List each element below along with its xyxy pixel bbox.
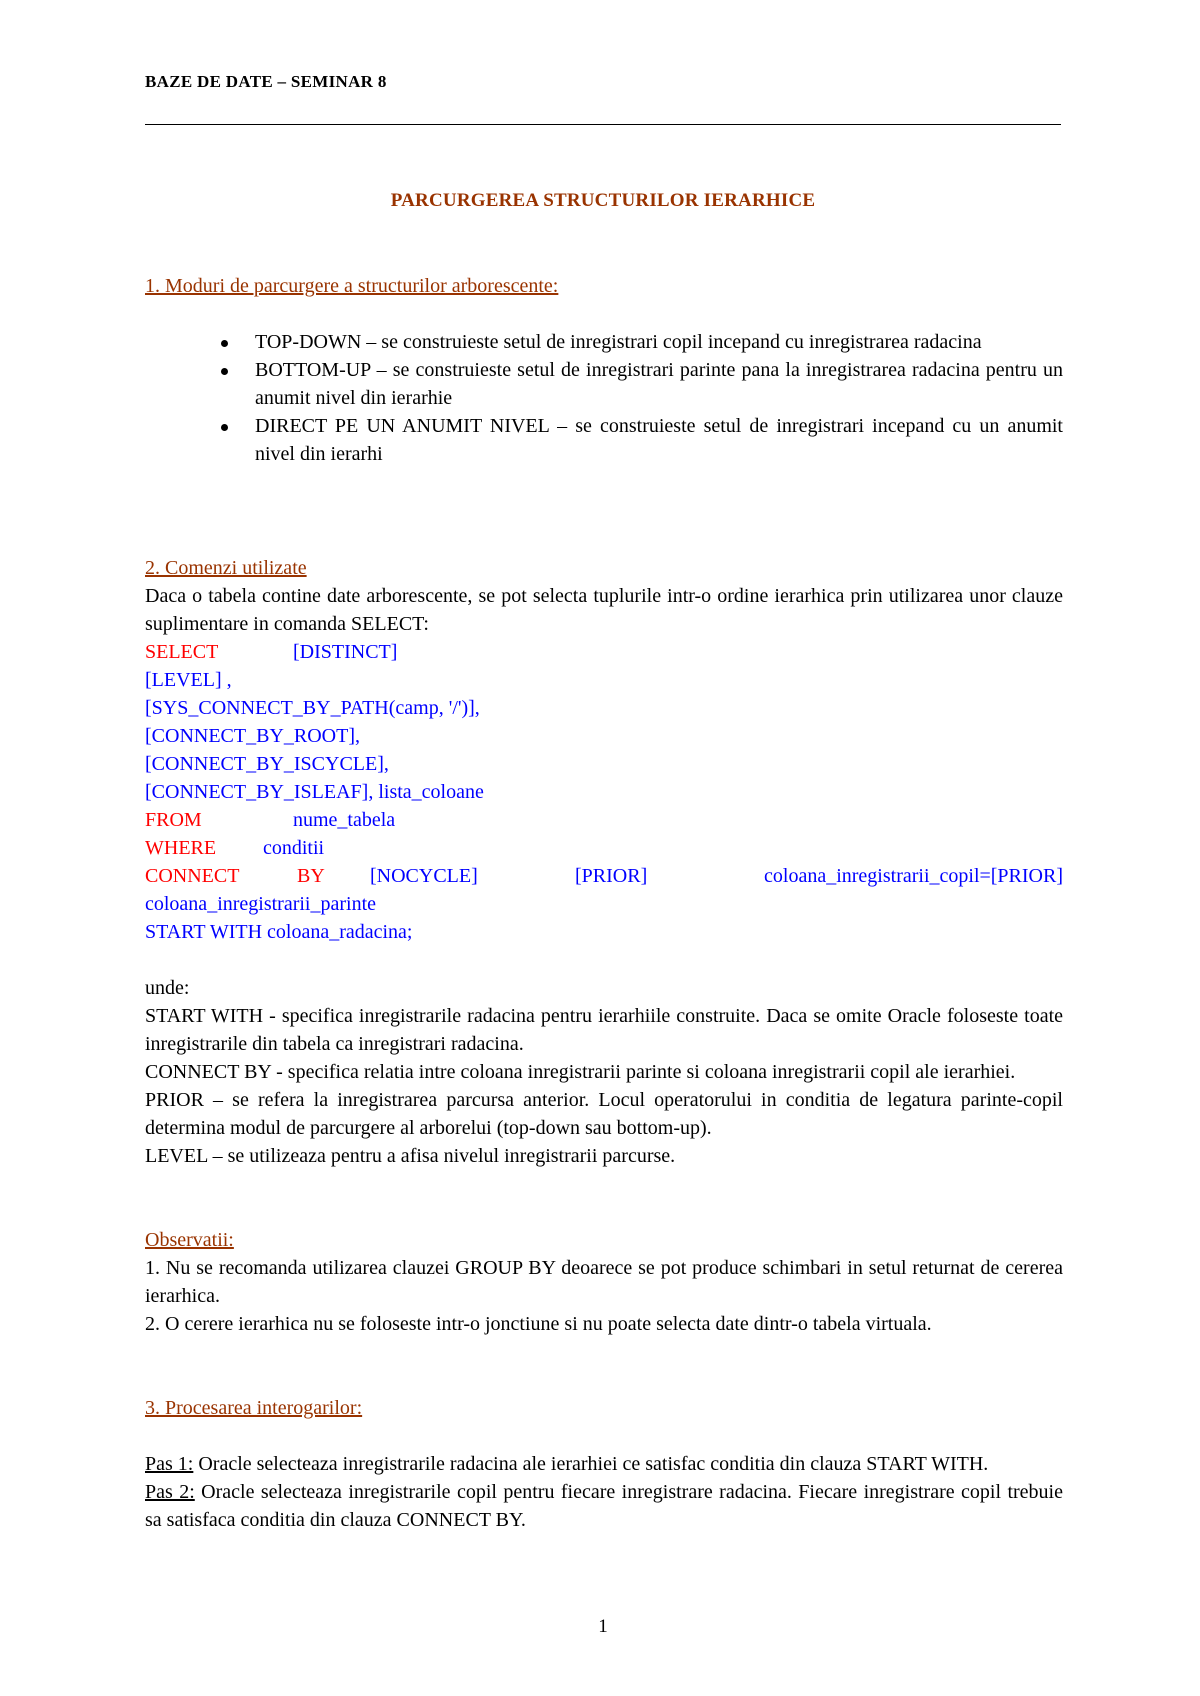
- sql-start-with-line: START WITH coloana_radacina;: [145, 921, 413, 943]
- definitions-block: [145, 1002, 1063, 1170]
- sql-where-line: [145, 834, 1065, 862]
- unde-label: unde:: [145, 977, 190, 999]
- sql-parent-column-line: coloana_inregistrarii_parinte: [145, 893, 377, 915]
- section-2-heading-text: 2. Comenzi utilizate: [145, 557, 307, 579]
- sql-conditions: conditii: [263, 837, 325, 859]
- step-text: Oracle selecteaza inregistrarile radacina ale ierarhiei ce satisfac conditia din clauza START WITH.: [193, 1453, 989, 1475]
- sql-distinct: [DISTINCT]: [293, 641, 398, 663]
- section-1-heading-text: 1. Moduri de parcurgere a structurilor arborescente:: [145, 275, 559, 297]
- definition-prior: PRIOR – se refera la inregistrarea parcursa anterior. Locul operatorului in conditia de legatura parinte-copil determina modul de parcurgere al arborelui (top-down sau bottom-up).: [145, 1089, 1063, 1139]
- step-text: Oracle selecteaza inregistrarile copil pentru fiecare inregistrare radacina. Fiecare inregistrare copil trebuie sa satisfaca conditia din clauza CONNECT BY.: [145, 1481, 1063, 1531]
- list-item: BOTTOM-UP – se construieste setul de inregistrari parinte pana la inregistrarea radacina pentru un anumit nivel din ierarhie: [145, 356, 1063, 412]
- definition-level: LEVEL – se utilizeaza pentru a afisa nivelul inregistrarii parcurse.: [145, 1145, 676, 1167]
- sql-root-line: [CONNECT_BY_ROOT],: [145, 725, 360, 747]
- bullet-icon: [221, 340, 228, 347]
- observations-heading-text: Observatii:: [145, 1229, 234, 1251]
- page-header: BAZE DE DATE – SEMINAR 8: [145, 72, 387, 91]
- processing-step: [145, 1478, 1063, 1534]
- step-label: Pas 1:: [145, 1453, 194, 1475]
- sql-syntax-block: [145, 638, 1065, 946]
- observation-item: 2. O cerere ierarhica nu se foloseste intr-o jonctiune si nu poate selecta date dintr-o tabela virtuala.: [145, 1313, 932, 1335]
- sql-keyword-select: SELECT: [145, 641, 219, 663]
- sql-keyword-connect: CONNECT: [145, 865, 240, 887]
- observations-block: [145, 1254, 1063, 1338]
- page-number: 1: [598, 1616, 608, 1637]
- sql-iscycle-line: [CONNECT_BY_ISCYCLE],: [145, 753, 389, 775]
- sql-isleaf-line: [CONNECT_BY_ISLEAF], lista_coloane: [145, 781, 484, 803]
- document-page: [145, 0, 1065, 1696]
- bullet-icon: [221, 424, 228, 431]
- document-title: PARCURGEREA STRUCTURILOR IERARHICE: [390, 190, 816, 211]
- sql-keyword-where: WHERE: [145, 837, 217, 859]
- processing-step: [145, 1450, 1063, 1478]
- section-1-heading: [145, 272, 1065, 300]
- observations-heading: [145, 1226, 1065, 1254]
- list-item: TOP-DOWN – se construieste setul de inregistrari copil incepand cu inregistrarea radacina: [145, 328, 1063, 356]
- section-2-intro: Daca o tabela contine date arborescente, se pot selecta tuplurile intr-o ordine ierarhica prin utilizarea unor clauze suplimentare in comanda SELECT:: [145, 585, 1063, 635]
- sql-connect-line: [145, 862, 1065, 890]
- sql-child-column: coloana_inregistrarii_copil=[PRIOR]: [764, 865, 1063, 887]
- sql-keyword-from: FROM: [145, 809, 202, 831]
- header-rule: [145, 124, 1061, 125]
- section-2-heading: [145, 554, 1065, 582]
- sql-path-line: [SYS_CONNECT_BY_PATH(camp, '/')],: [145, 697, 480, 719]
- list-item: DIRECT PE UN ANUMIT NIVEL – se construieste setul de inregistrari incepand cu un anumit nivel din ierarhi: [145, 412, 1063, 468]
- sql-select-line: [145, 638, 1065, 666]
- sql-keyword-by: BY: [297, 865, 325, 887]
- traversal-modes-list: [145, 328, 1063, 468]
- sql-prior: [PRIOR]: [575, 865, 648, 887]
- definition-start-with: START WITH - specifica inregistrarile radacina pentru ierarhiile construite. Daca se omite Oracle foloseste toate inregistrarile din tabela ca inregistrari radacina.: [145, 1005, 1063, 1055]
- section-3-heading: [145, 1394, 1065, 1422]
- section-3-heading-text: 3. Procesarea interogarilor:: [145, 1397, 363, 1419]
- bullet-icon: [221, 368, 228, 375]
- definition-connect-by: CONNECT BY - specifica relatia intre coloana inregistrarii parinte si coloana inregistrarii copil ale ierarhiei.: [145, 1061, 1016, 1083]
- processing-steps: [145, 1450, 1063, 1534]
- sql-table-name: nume_tabela: [293, 809, 396, 831]
- observation-item: 1. Nu se recomanda utilizarea clauzei GROUP BY deoarece se pot produce schimbari in setul returnat de cererea ierarhica.: [145, 1257, 1063, 1307]
- sql-level-line: [LEVEL] ,: [145, 669, 232, 691]
- sql-from-line: [145, 806, 1065, 834]
- sql-nocycle: [NOCYCLE]: [370, 865, 478, 887]
- step-label: Pas 2:: [145, 1481, 195, 1503]
